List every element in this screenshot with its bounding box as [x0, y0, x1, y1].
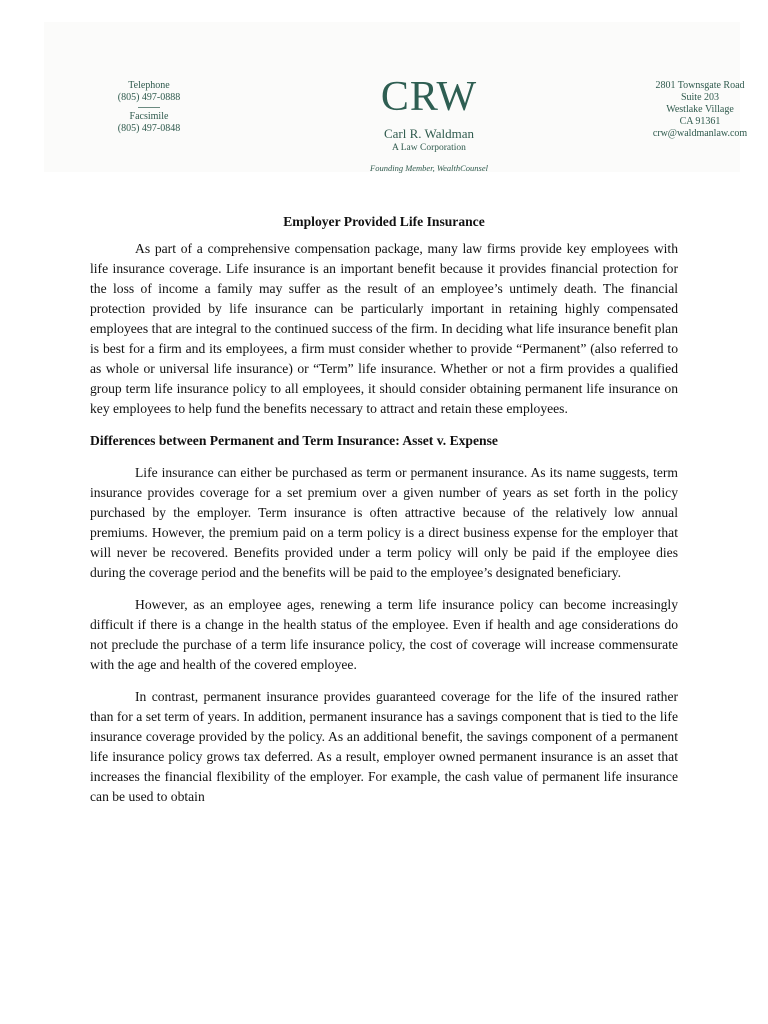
firm-address — [640, 80, 760, 140]
address-line: Suite 203 — [680, 92, 720, 103]
firm-identity — [344, 74, 514, 174]
intro-paragraph: As part of a comprehensive compensation package, many law firms provide key employees with life insurance coverage. Life insurance is an important benefit because it provides financial protection for the loss of income a family may suffer as the result of an employee’s untimely death. The financial protection provided by life insurance can be particularly important in retaining highly compensated employees that are integral to the continued success of the firm. In deciding what life insurance benefit plan is best for a firm and its employees, a firm must consider whether to provide “Permanent” (also referred to as whole or universal life insurance) or “Term” life insurance. Whether or not a firm provides a qualified group term life insurance policy to all employees, it should consider obtaining permanent life insurance on key employees to help fund the benefits necessary to attract and retain these employees. — [90, 241, 678, 416]
email-address: crw@waldmanlaw.com — [652, 128, 748, 139]
body-paragraph: In contrast, permanent insurance provides guaranteed coverage for the life of the insured rather than for a set term of years. In addition, permanent insurance has a savings component that is tied to the life insurance coverage provided by the policy. As an additional benefit, the savings component of a permanent life insurance policy grows tax deferred. As a result, employer owned permanent insurance is an asset that increases the financial flexibility of the employer. For example, the cash value of permanent life insurance can be used to obtain — [90, 689, 678, 804]
membership-line: Founding Member, WealthCounsel — [370, 163, 488, 173]
body-paragraph: Life insurance can either be purchased as term or permanent insurance. As its name suggests, term insurance provides coverage for a set premium over a given number of years as set forth in the policy purchased by the employer. Term insurance is often attractive because of the relatively low annual premiums. However, the premium paid on a term policy is a direct business expense for the employer that will never be recovered. Benefits provided under a term policy will only be paid if the employee dies during the coverage period and the benefits will be paid to the employee’s designated beneficiary. — [90, 465, 678, 580]
firm-logo: CRW — [380, 74, 478, 120]
body-paragraph: However, as an employee ages, renewing a term life insurance policy can become increasingly difficult if there is a change in the health status of the employee. Even if health and age considerations do not preclude the purchase of a term life insurance policy, the cost of coverage will increase commensurate with the age and health of the covered employee. — [90, 597, 678, 672]
document-title: Employer Provided Life Insurance — [283, 214, 485, 229]
contact-divider — [138, 107, 160, 108]
address-line: Westlake Village — [666, 104, 734, 115]
facsimile-number: (805) 497-0848 — [117, 123, 181, 134]
contact-numbers — [104, 80, 194, 135]
facsimile-label: Facsimile — [129, 111, 169, 122]
telephone-number: (805) 497-0888 — [117, 92, 181, 103]
address-line: CA 91361 — [679, 116, 721, 127]
section-heading: Differences between Permanent and Term Insurance: Asset v. Expense — [90, 433, 498, 448]
address-line: 2801 Townsgate Road — [655, 80, 745, 91]
corporation-label: A Law Corporation — [392, 143, 466, 153]
letterhead — [44, 22, 748, 173]
document-body — [90, 212, 678, 819]
telephone-label: Telephone — [128, 80, 170, 91]
attorney-name: Carl R. Waldman — [383, 126, 475, 141]
